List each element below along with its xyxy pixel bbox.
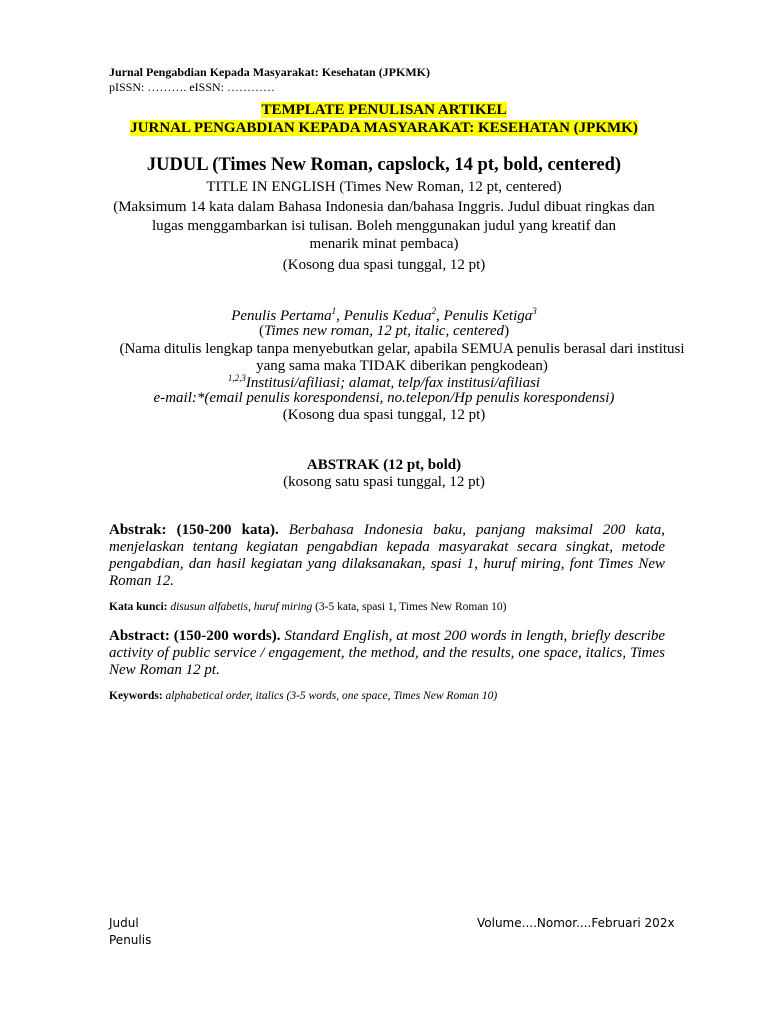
institution-text: Institusi/afiliasi; alamat, telp/fax institusi/afiliasi [245,375,541,391]
keywords-english-italic: alphabetical order, italics (3-5 words, one space, Times New Roman 10) [165,690,498,702]
keywords-indonesian-italic: disusun alfabetis, huruf miring [170,601,313,613]
title-description-line1: (Maksimum 14 kata dalam Bahasa Indonesia dan/bahasa Inggris. Judul dibuat ringkas dan [113,199,655,215]
author-name-note-line1: (Nama ditulis lengkap tanpa menyebutkan gelar, apabila SEMUA penulis berasal dari institusi [119,341,685,357]
abstract-indonesian-text: Berbahasa Indonesia baku, panjang maksimal 200 kata, menjelaskan tentang kegiatan pengabdian kepada masyarakat secara singkat, metode pengabdian, dan hasil kegiatan yang dilaksanakan, spasi 1, huruf miring, font Times New Roman 12. [109,522,666,589]
keywords-indonesian-plain: (3-5 kata, spasi 1, Times New Roman 10) [315,601,507,613]
author-second: Penulis Kedua [343,308,432,324]
title-description-line3: menarik minat pembaca) [309,236,459,252]
title-description-line2: lugas menggambarkan isi tulisan. Boleh menggunakan judul yang kreatif dan [151,217,617,234]
author-spacing-note: (Kosong dua spasi tunggal, 12 pt) [282,407,486,423]
abstract-indonesian [109,522,665,590]
institution-sup: 1,2,3 [227,373,246,383]
author-name-note-line2: yang sama maka TIDAK diberikan pengkodean) [256,357,548,374]
abstract-indonesian-label: Abstrak: (150-200 kata). [109,522,279,538]
keywords-english-label: Keywords: [109,690,163,702]
footer-title: Judul [109,916,139,930]
article-title: JUDUL (Times New Roman, capslock, 14 pt, bold, centered) [146,155,622,175]
author-font-note-text: Times new roman, 12 pt, italic, centered [263,323,505,339]
template-heading-line1 [0,102,768,119]
keywords-indonesian-label: Kata kunci: [109,601,168,613]
footer-volume: Volume....Nomor....Februari 202x [477,916,675,930]
keywords-indonesian [109,601,669,613]
template-heading-line2-text: JURNAL PENGABDIAN KEPADA MASYARAKAT: KESEHATAN (JPKMK) [130,120,638,136]
author-name-note [100,341,704,374]
footer-author: Penulis [109,933,152,947]
author-separator: , [436,308,444,324]
author-email: e-mail:*(email penulis korespondensi, no.telepon/Hp penulis korespondensi) [153,390,615,406]
journal-header-name: Jurnal Pengabdian Kepada Masyarakat: Kesehatan (JPKMK) [109,65,431,79]
author-font-note: (Times new roman, 12 pt, italic, centered) [258,323,510,339]
author-separator: , [336,308,344,324]
author-first-sup: 1 [331,306,337,316]
abstract-english-label: Abstract: (150-200 words). [109,628,281,644]
title-description [104,198,664,254]
keywords-english [109,690,669,702]
title-spacing-note: (Kosong dua spasi tunggal, 12 pt) [282,257,486,273]
template-heading-line1-text: TEMPLATE PENULISAN ARTIKEL [261,102,507,118]
author-third: Penulis Ketiga [443,308,533,324]
author-second-sup: 2 [431,306,437,316]
abstract-spacing-note: (kosong satu spasi tunggal, 12 pt) [283,474,485,490]
journal-header-issn: pISSN: ………. eISSN: ………… [109,80,276,94]
author-third-sup: 3 [532,306,537,316]
abstract-english [109,628,665,679]
template-heading-line2 [0,120,768,137]
article-title-english: TITLE IN ENGLISH (Times New Roman, 12 pt, centered) [206,179,562,195]
author-first: Penulis Pertama [231,308,332,324]
abstract-heading: ABSTRAK (12 pt, bold) [306,457,462,473]
abstract-english-text: Standard English, at most 200 words in length, briefly describe activity of public service / engagement, the method, and the results, one space, italics, Times New Roman 12 pt. [109,628,666,678]
